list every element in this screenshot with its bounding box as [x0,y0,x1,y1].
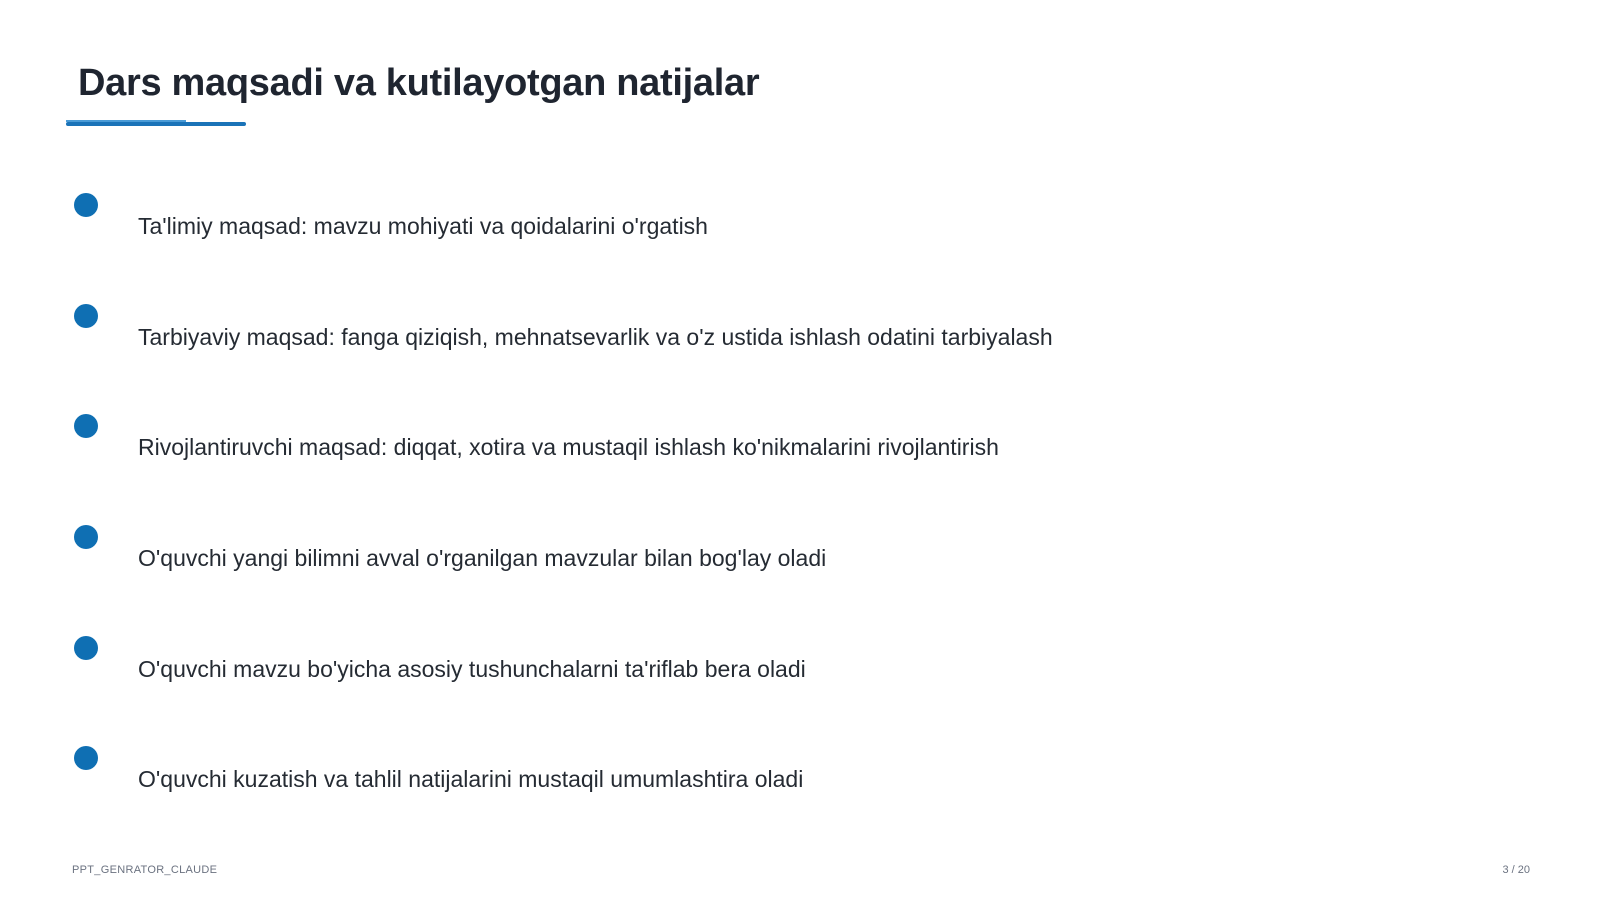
bullet-text: Tarbiyaviy maqsad: fanga qiziqish, mehnatsevarlik va o'z ustida ishlash odatini tarbiyalash [138,324,1053,350]
bullet-dot-icon [74,525,98,549]
bullet-item [74,746,1474,816]
title-underline-accent [66,120,186,122]
bullet-dot-icon [74,414,98,438]
bullet-item [74,304,1474,374]
bullet-item [74,525,1474,595]
bullet-text: Ta'limiy maqsad: mavzu mohiyati va qoidalarini o'rgatish [138,213,708,239]
bullet-item [74,193,1474,263]
bullet-item [74,414,1474,484]
bullet-dot-icon [74,636,98,660]
slide-title: Dars maqsadi va kutilayotgan natijalar [78,62,760,104]
bullet-dot-icon [74,193,98,217]
bullet-item [74,636,1474,706]
bullet-text: O'quvchi yangi bilimni avval o'rganilgan mavzular bilan bog'lay oladi [138,545,827,571]
footer-brand: PPT_GENRATOR_CLAUDE [72,864,218,876]
bullet-dot-icon [74,304,98,328]
title-underline [66,122,246,126]
bullet-text: Rivojlantiruvchi maqsad: diqqat, xotira va mustaqil ishlash ko'nikmalarini rivojlantirish [138,434,999,460]
bullet-text: O'quvchi kuzatish va tahlil natijalarini mustaqil umumlashtira oladi [138,766,804,792]
bullet-dot-icon [74,746,98,770]
page-indicator: 3 / 20 [1502,864,1530,876]
bullet-text: O'quvchi mavzu bo'yicha asosiy tushunchalarni ta'riflab bera oladi [138,656,806,682]
